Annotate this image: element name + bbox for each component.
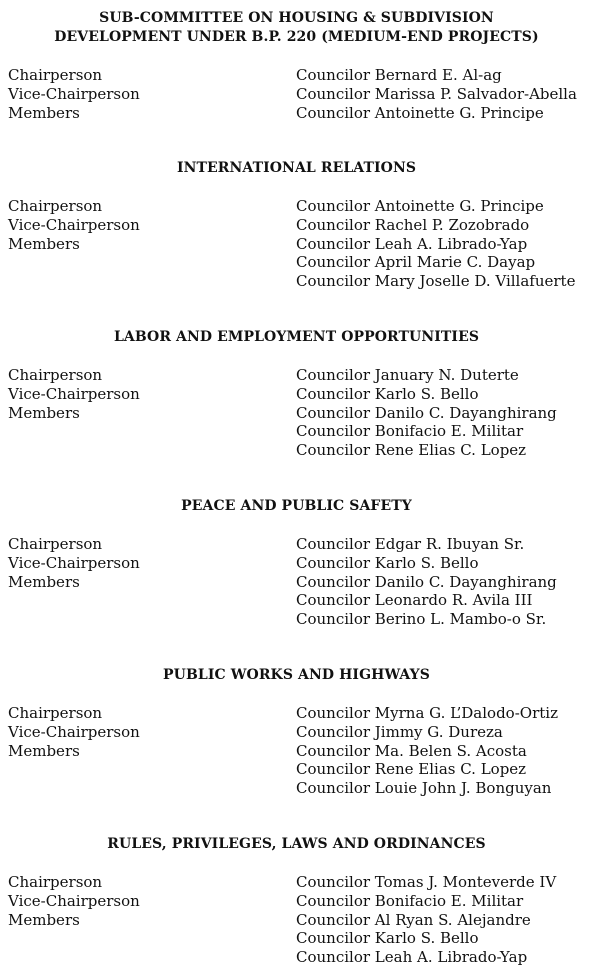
committee-section-public-works: [0, 666, 593, 798]
councilor-name: Councilor Leonardo R. Avila III: [296, 591, 533, 610]
councilor-name: Councilor Leah A. Librado-Yap: [296, 948, 528, 967]
role-members: Members: [8, 103, 80, 122]
name-column: [296, 535, 557, 629]
councilor-name: Councilor Jimmy G. Dureza: [296, 722, 503, 741]
role-members: Members: [8, 403, 80, 422]
role-members: Members: [8, 572, 80, 591]
role-vice-chairperson: Vice-Chairperson: [8, 384, 140, 403]
councilor-name: Councilor Karlo S. Bello: [296, 553, 479, 572]
committee-section-rules-privileges: [0, 835, 593, 967]
councilor-name: Councilor Antoinette G. Principe: [296, 103, 544, 122]
role-column: [8, 873, 140, 929]
role-chairperson: Chairperson: [8, 535, 103, 553]
role-column: [8, 535, 140, 591]
name-column: [296, 66, 577, 122]
committee-section-international-relations: [0, 159, 593, 291]
councilor-name: Councilor Marissa P. Salvador-Abella: [296, 84, 577, 103]
role-column: [8, 197, 140, 253]
name-column: [296, 366, 557, 460]
councilor-name: Councilor Rachel P. Zozobrado: [296, 215, 530, 234]
name-column: [296, 197, 575, 291]
role-chairperson: Chairperson: [8, 66, 103, 84]
role-members: Members: [8, 910, 80, 929]
role-members: Members: [8, 741, 80, 760]
committee-title: RULES, PRIVILEGES, LAWS AND ORDINANCES: [107, 836, 486, 852]
councilor-name: Councilor Bonifacio E. Militar: [296, 422, 524, 441]
councilor-name: Councilor January N. Duterte: [296, 366, 519, 384]
councilor-name: Councilor Karlo S. Bello: [296, 929, 479, 948]
councilor-name: Councilor Edgar R. Ibuyan Sr.: [296, 535, 525, 553]
councilor-name: Councilor Danilo C. Dayanghirang: [296, 403, 557, 422]
committee-section-housing: [0, 9, 593, 122]
committee-title: LABOR AND EMPLOYMENT OPPORTUNITIES: [113, 329, 480, 345]
role-column: [8, 704, 140, 760]
committee-section-peace-public-safety: [0, 497, 593, 629]
committee-section-labor-employment: [0, 328, 593, 460]
councilor-name: Councilor Rene Elias C. Lopez: [296, 760, 527, 779]
role-members: Members: [8, 234, 80, 253]
councilor-name: Councilor Antoinette G. Principe: [296, 197, 544, 215]
councilor-name: Councilor Ma. Belen S. Acosta: [296, 741, 527, 760]
role-vice-chairperson: Vice-Chairperson: [8, 84, 140, 103]
role-vice-chairperson: Vice-Chairperson: [8, 553, 140, 572]
councilor-name: Councilor April Marie C. Dayap: [296, 253, 536, 272]
role-chairperson: Chairperson: [8, 197, 103, 215]
councilor-name: Councilor Louie John J. Bonguyan: [296, 779, 552, 798]
name-column: [296, 704, 558, 798]
committee-title: INTERNATIONAL RELATIONS: [176, 160, 417, 176]
role-chairperson: Chairperson: [8, 366, 103, 384]
councilor-name: Councilor Bonifacio E. Militar: [296, 891, 524, 910]
committee-title: PUBLIC WORKS AND HIGHWAYS: [163, 667, 430, 683]
councilor-name: Councilor Berino L. Mambo-o Sr.: [296, 610, 547, 629]
councilor-name: Councilor Leah A. Librado-Yap: [296, 234, 528, 253]
councilor-name: Councilor Tomas J. Monteverde IV: [296, 873, 557, 891]
committee-title: SUB-COMMITTEE ON HOUSING & SUBDIVISION DEVELOPMENT UNDER B.P. 220 (MEDIUM-END PROJECTS): [54, 10, 539, 45]
councilor-name: Councilor Myrna G. L’Dalodo-Ortiz: [296, 704, 558, 722]
councilor-name: Councilor Karlo S. Bello: [296, 384, 479, 403]
councilor-name: Councilor Mary Joselle D. Villafuerte: [296, 272, 576, 291]
role-vice-chairperson: Vice-Chairperson: [8, 722, 140, 741]
role-column: [8, 366, 140, 422]
role-chairperson: Chairperson: [8, 873, 103, 891]
role-vice-chairperson: Vice-Chairperson: [8, 215, 140, 234]
councilor-name: Councilor Al Ryan S. Alejandre: [296, 910, 531, 929]
councilor-name: Councilor Bernard E. Al-ag: [296, 66, 502, 84]
role-vice-chairperson: Vice-Chairperson: [8, 891, 140, 910]
councilor-name: Councilor Rene Elias C. Lopez: [296, 441, 527, 460]
role-column: [8, 66, 140, 122]
committee-title: PEACE AND PUBLIC SAFETY: [181, 498, 412, 514]
councilor-name: Councilor Danilo C. Dayanghirang: [296, 572, 557, 591]
name-column: [296, 873, 556, 967]
role-chairperson: Chairperson: [8, 704, 103, 722]
